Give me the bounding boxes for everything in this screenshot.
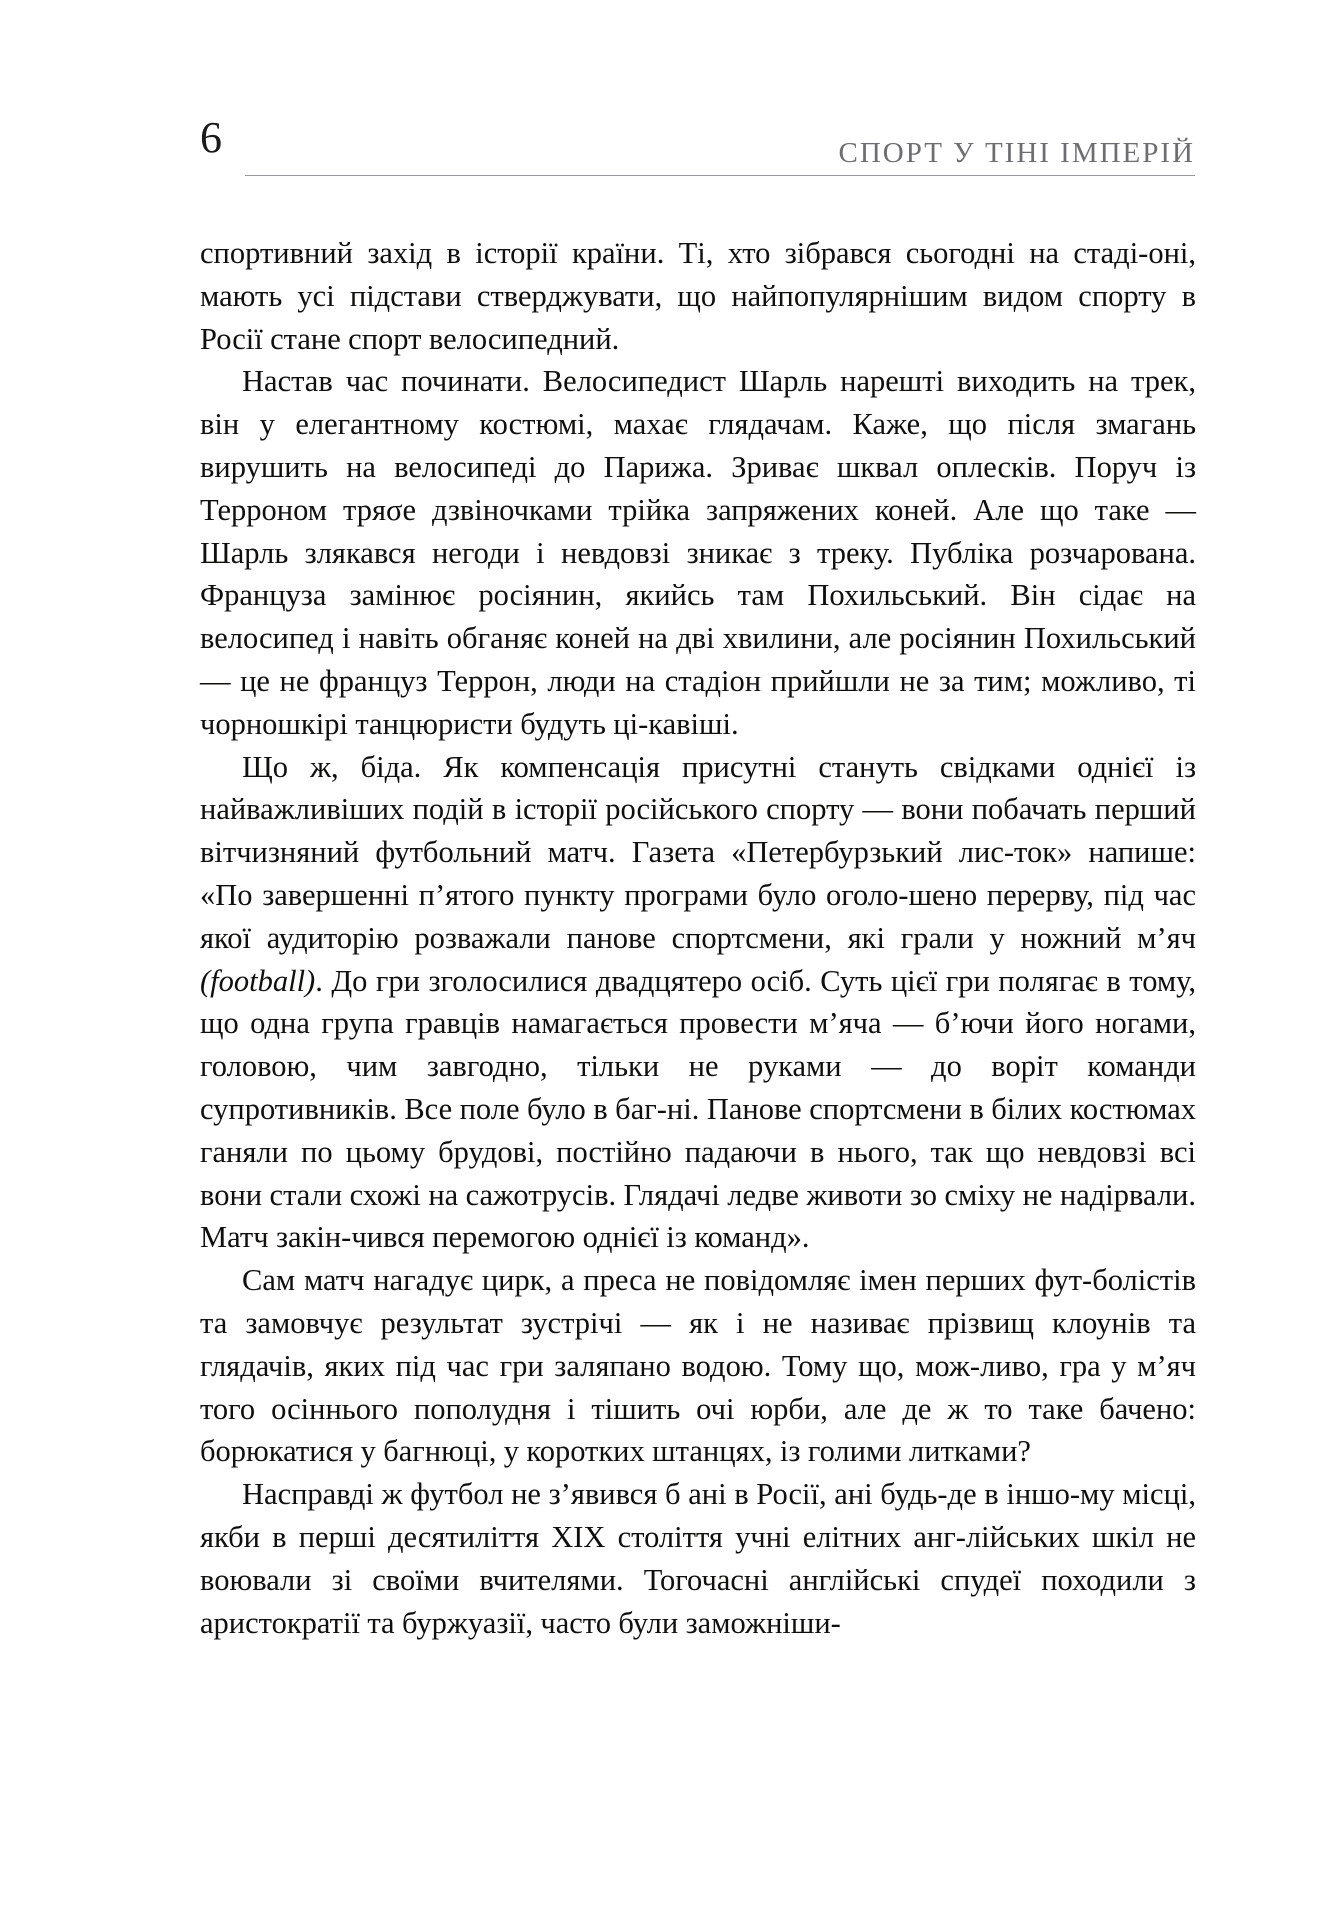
paragraph-3 [200, 746, 1196, 1260]
header-divider-rule [245, 175, 1195, 176]
paragraph-4: Сам матч нагадує цирк, а преса не повідомляє імен перших фут-болістів та замовчує результат зустрічі — як і не називає прізвищ клоунів та глядачів, яких під час гри заляпано водою. Тому що, мож-ливо, гра у м’яч того осіннього пополудня і тішить очі юрби, але де ж то таке бачено: борюкатися у багнюці, у коротких штанцях, із голими литками? [200, 1263, 1196, 1469]
page-header [200, 112, 1195, 178]
paragraph-2: Настав час починати. Велосипедист Шарль нарешті виходить на трек, він у елегантному костюмі, махає глядачам. Каже, що після змагань вирушить на велосипеді до Парижа. Зриває шквал оплесків. Поруч із Терроном тряσе дзвіночками трійка запряжених коней. Але що таке — Шарль злякався негоди і невдовзі зникає з треку. Публіка розчарована. Француза замінює росіянин, якийсь там Похильський. Він сідає на велосипед і навіть обганяє коней на дві хвилини, але росіянин Похильський — це не француз Террон, люди на стадіон прийшли не за тим; можливо, ті чорношкірі танцюристи будуть ці-кавіші. [200, 364, 1196, 741]
body-text-block [200, 232, 1196, 1644]
foreign-term-football: (football) [200, 963, 316, 998]
paragraph-5: Насправді ж футбол не з’явився б ані в Росії, ані будь-де в іншо-му місці, якби в перші десятиліття XIX століття учні елітних анг-лійських шкіл не воювали зі своїми вчителями. Тогочасні англійські спудеї походили з аристократії та буржуазії, часто були заможніши- [200, 1477, 1196, 1640]
running-title: СПОРТ У ТІНІ ІМПЕРІЙ [838, 137, 1195, 169]
page-number: 6 [200, 113, 223, 162]
paragraph-1: спортивний захід в історії країни. Ті, хто зібрався сьогодні на стаді-оні, мають усі підстави стверджувати, що найпопулярнішим видом спорту в Росії стане спорт велосипедний. [200, 236, 1196, 356]
paragraph-3-part-a: Що ж, біда. Як компенсація присутні стануть свідками однієї із найважливіших подій в історії російського спорту — вони побачать перший вітчизняний футбольний матч. Газета «Петербурзький лис-ток» напише: «По завершенні п’ятого пункту програми було оголо-шено перерву, під час якої аудиторію розважали панове спортсмени, які грали у ножний м’яч [200, 749, 1196, 955]
paragraph-3-part-b: . До гри зголосилися двадцятеро осіб. Суть цієї гри полягає в тому, що одна група гравців намагається провести м’яча — б’ючи його ногами, головою, чим завгодно, тільки не руками — до воріт команди супротивників. Все поле було в баг-ні. Панове спортсмени в білих костюмах ганяли по цьому брудові, постійно падаючи в нього, так що невдовзі всі вони стали схожі на сажотрусів. Глядачі ледве животи зо сміху не надірвали. Матч закін-чився перемогою однієї із команд». [200, 963, 1196, 1255]
